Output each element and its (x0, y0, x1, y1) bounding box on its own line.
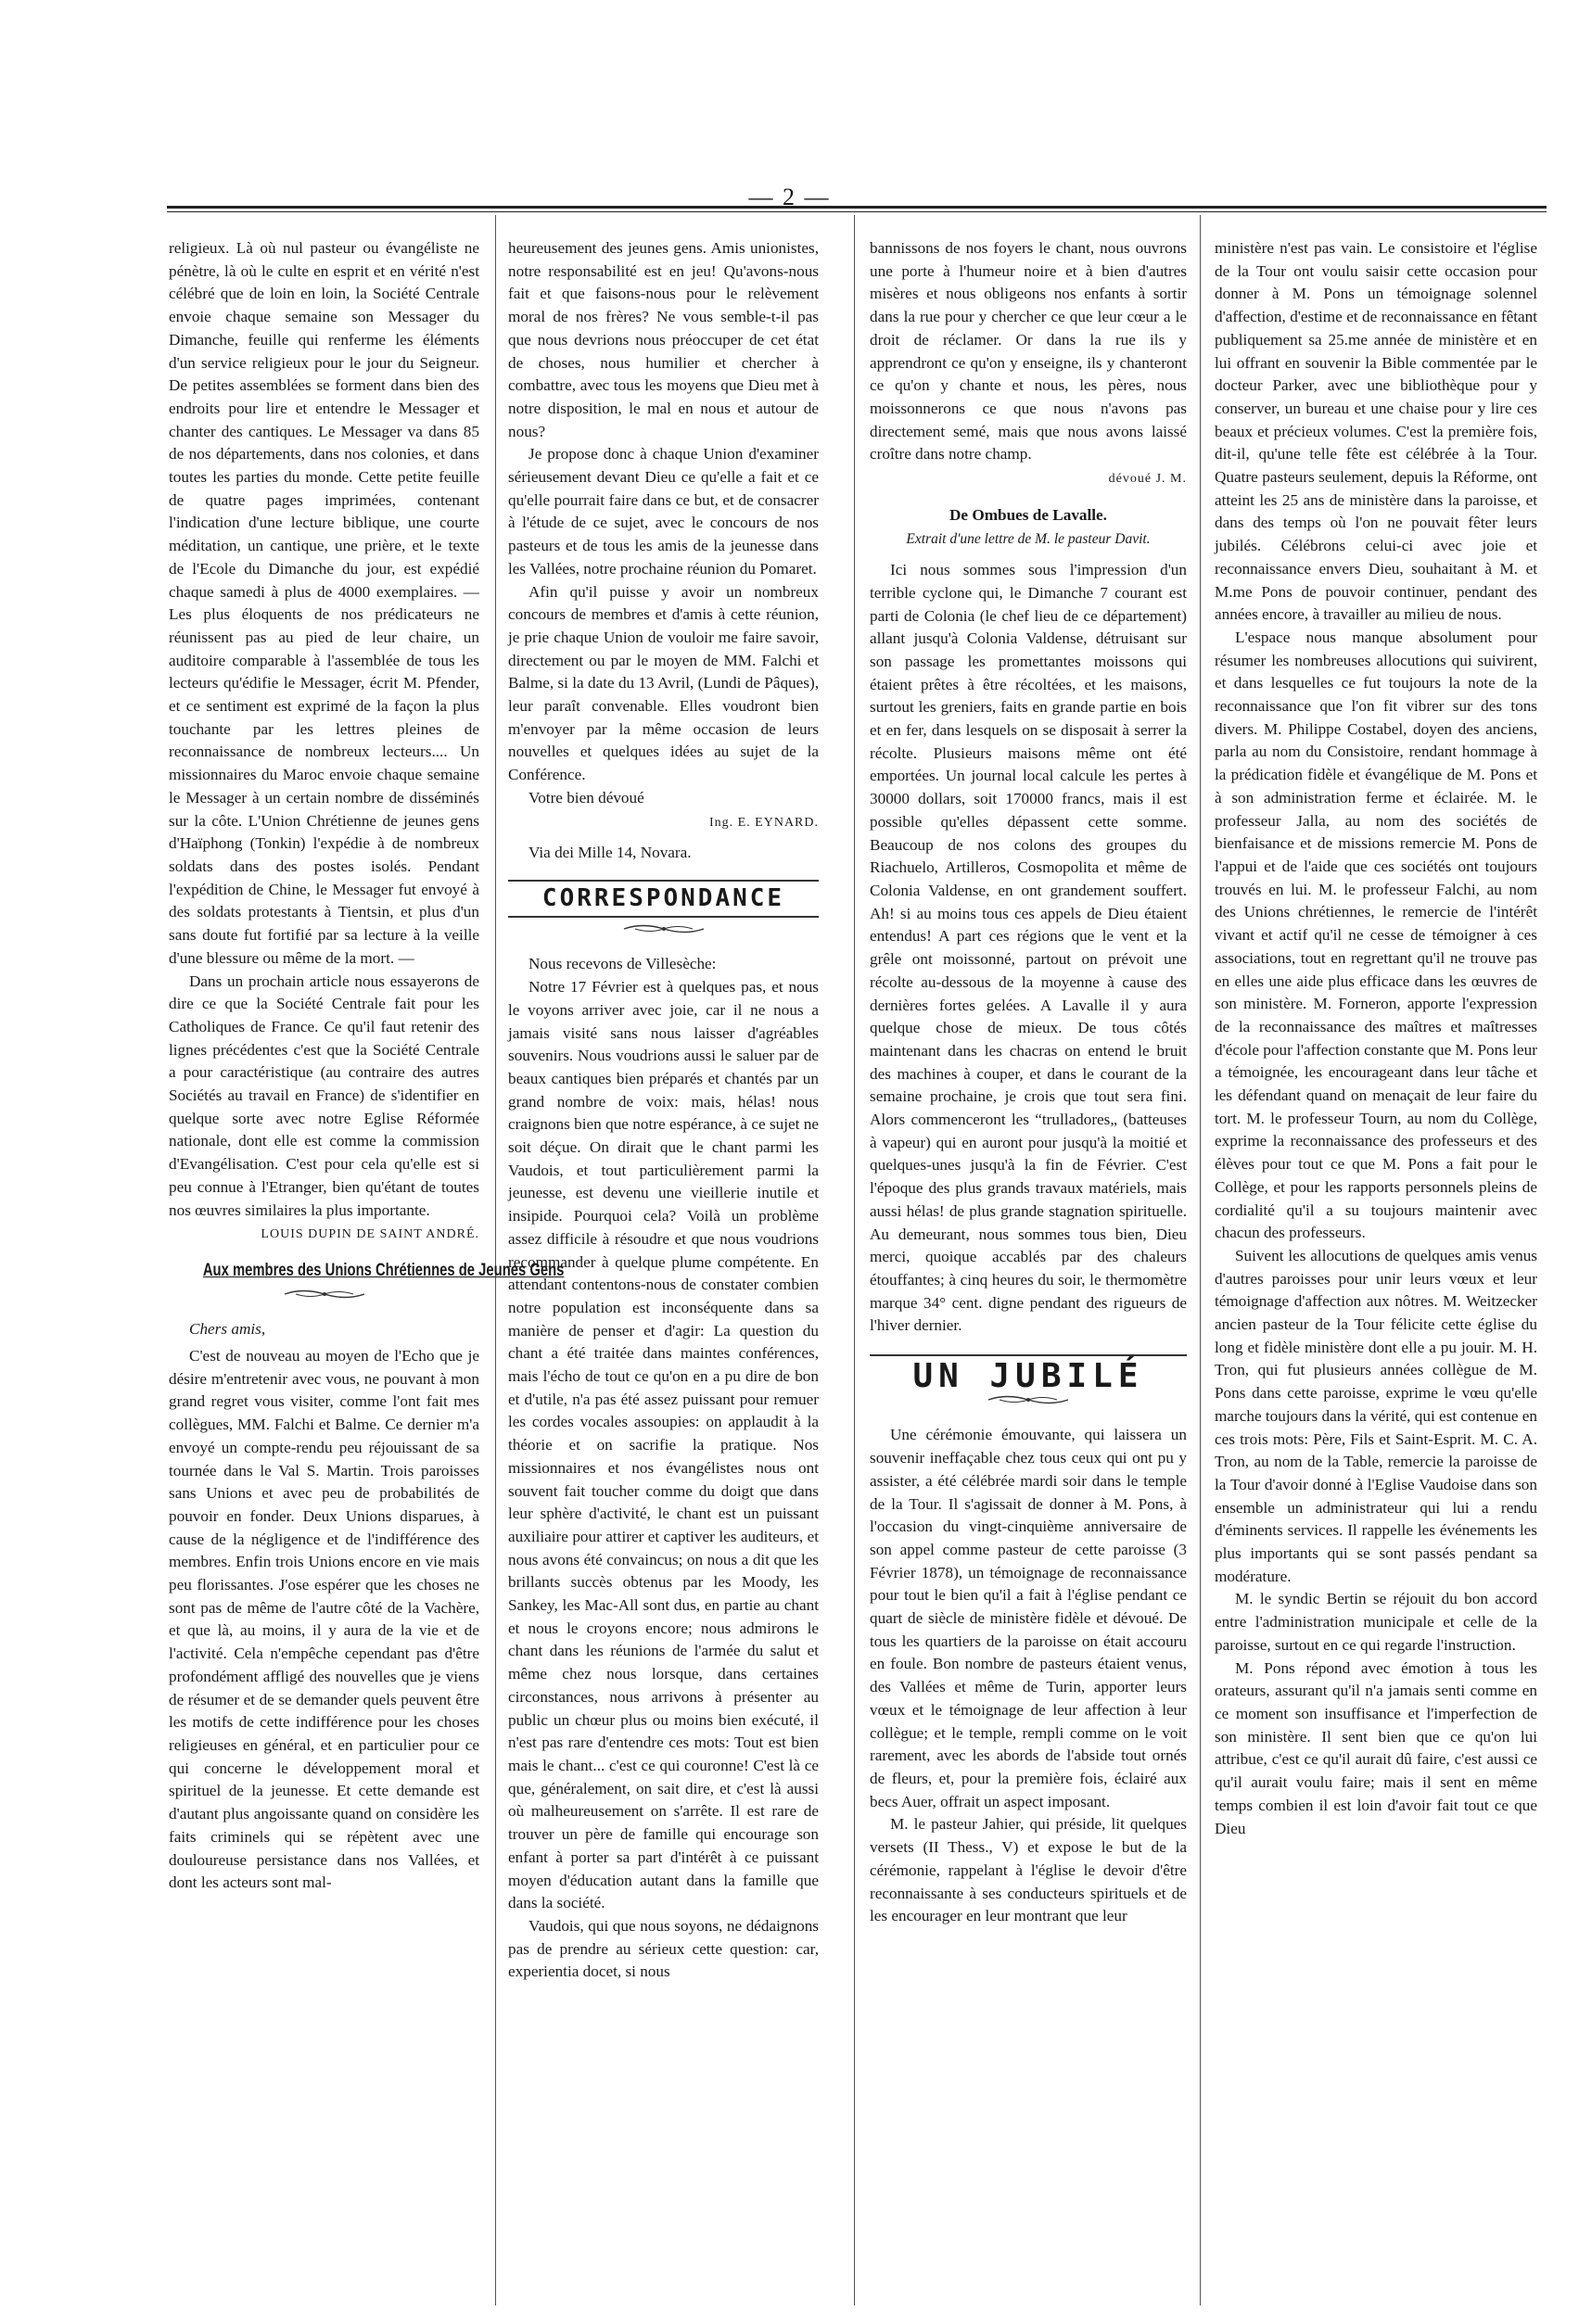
signature: LOUIS DUPIN DE SAINT ANDRÉ. (261, 1227, 479, 1242)
header-rule-thin (167, 211, 1547, 212)
paragraph: Vaudois, qui que nous soyons, ne dédaignons pas de prendre au sérieux cette question: car, experientia docet, si nous (508, 1916, 819, 1981)
ornament-flourish (169, 1285, 479, 1308)
header-rule (167, 206, 1547, 209)
paragraph: religieux. Là où nul pasteur ou évangéliste ne pénètre, là où le culte en esprit et en vérité n'est célébré que de loin en loin, la Société Centrale envoie chaque semaine son Messager du Dimanche, feuille qui renferme les éléments d'un service religieux pour le jour du Seigneur. De petites assemblées se forment dans bien des endroits pour lire et entendre le Messager et chanter des cantiques. Le Messager va dans 85 de nos départements, dans nos colonies, et dans toutes les parties du monde. Cette petite feuille de quatre pages imprimées, contenant l'indication d'une lecture biblique, une courte méditation, un cantique, une prière, et le texte de l'Ecole du Dimanche du jour, est expédié chaque samedi à plus de 4000 exemplaires. — Les plus éloquents de nos prédicateurs ne réunissent pas au pied de leur chaire, un auditoire comparable à l'assemblée de tous les lecteurs qu'édifie le Messager, écrit M. Pfender, et ce sentiment est exprimé de la façon la plus touchante par les lettres pleines de reconnaissance de nombreux lecteurs.... Un missionnaires du Maroc envoie chaque semaine le Messager à un certain nombre de disséminés sur la côte. L'Union Chrétienne de jeunes gens d'Haïphong (Tonkin) l'expédie à de nombreux soldats dans des postes isolés. Pendant l'expédition de Chine, le Messager fut envoyé à des soldats protestants à Tientsin, et plus d'un sans doute fut fortifié par sa lecture à la veille d'une blessure ou même de la mort. — (169, 239, 479, 967)
paragraph: Je propose donc à chaque Union d'examiner sérieusement devant Dieu ce qu'elle a fait et ce qu'elle pourrait faire dans ce but, et de consacrer à l'étude de ce sujet, avec le concours de nos pasteurs et de tous les amis de la jeunesse dans les Vallées, notre prochaine réunion du Pomaret. (508, 445, 819, 578)
salutation: Chers amis, (189, 1320, 266, 1339)
paragraph: Notre 17 Février est à quelques pas, et nous le voyons arriver avec joie, car il ne nous a jamais visité sans nous laisser d'agréables souvenirs. Nous voudrions aussi le saluer par de beaux cantiques bien préparés et chantés par un grand nombre de voix: mais, hélas! nous craignons bien que notre espérance, à ce sujet ne soit déçue. On dirait que le chant parmi les Vaudois, et tout particulièrement parmi la jeunesse, est devenu une vieillerie inutile et insipide. Pourquoi cela? Voilà un problème assez difficile à résoudre et que nous voudrions recommander à quelque plume compétente. En attendant contentons-nous de constater combien notre population est inconséquente dans sa manière de penser et d'agir: La question du chant a été traitée dans maintes conférences, mais l'écho de tout ce qu'on en a pu dire de bon et d'utile, n'a pas été assez puissant pour remuer les cordes vocales assoupies: on applaudit à la théorie et on sacrifie la pratique. Nos missionnaires et nos évangélistes nous ont souvent fait toucher comme du doigt que dans leur sphère d'activité, le chant est un puissant auxiliaire pour attirer et captiver les auditeurs, et nous avons été convaincus; on nous a dit que les brillants succès obtenus par les Moody, les Sankey, les Mac-All sont dus, en partie au chant et nous le croyons encore; nous admirons le chant dans les réunions de l'armée du salut et même chez nous lorsque, dans certaines circonstances, nous arrivons à présenter au public un chœur plus ou moins bien exécuté, il n'est pas rare d'entendre ces mots: Tout est bien mais le chant... c'est ce qui couronne! C'est là ce que, généralement, on sait dire, et c'est là aussi où malheureusement on s'arrête. Il est rare de trouver un père de famille qui encourage son enfant à porter sa part d'intérêt à ce puissant moyen d'éducation autant dans la famille que dans la société. (508, 978, 819, 1912)
ornament-flourish (508, 920, 819, 943)
column-divider (1200, 215, 1201, 2305)
column-1 (169, 237, 565, 2314)
paragraph: C'est de nouveau au moyen de l'Echo que je désire m'entretenir avec vous, ne pouvant à mon grand regret vous visiter, comme l'ont fait mes collègues, MM. Falchi et Balme. Ce dernier m'a envoyé un compte-rendu peu réjouissant de sa tournée dans le Val S. Martin. Trois paroisses sans Unions et avec peu de probabilités de pouvoir en fonder. Deux Unions disparues, à cause de la négligence et de l'indifférence des membres. Enfin trois Unions encore en vie mais peu florissantes. J'ose espérer que les choses ne sont pas de même de l'autre côté de la Vachère, et que là, au moins, il y aura de la vie et de l'activité. Cela n'empêche cependant pas d'être profondément affligé des nouvelles que je viens de résumer et de se demander quels peuvent être les motifs de cette indifférence pour les choses religieuses en général, et en particulier pour ce qui concerne le développement moral et spirituel de la jeunesse. Et cette demande est d'autant plus angoissante quand on considère les faits criminels qui se répètent avec une douloureuse persistance dans nos Vallées, et dont les acteurs sont mal- (169, 1347, 479, 1892)
paragraph: Ici nous sommes sous l'impression d'un terrible cyclone qui, le Dimanche 7 courant est parti de Colonia (le chef lieu de ce département) allant jusqu'à Colonia Valdense, détruisant sur son passage les promettantes moissons qui étaient prêtes à être récoltées, et les maisons, surtout les greniers, faits en grande partie en bois et en fer, dans lesquels on se disposait à serrer la récolte. Plusieurs maisons même ont été emportées. Un journal local calcule les pertes à 30000 dollars, soit 170000 francs, mais il est possible qu'elles dépassent cette somme. Beaucoup de nos colons des groupes du Riachuelo, Artilleros, Cosmopolita et même de Colonia Valdense, en ont grandement souffert. Ah! si au moins tous ces appels de Dieu étaient entendus! A part ces régions que le vent et la grêle ont moissonné, partout on prévoit une récolte au-dessous de la moyenne à cause des dernières fortes gelées. A Lavalle il y aura quelque chose de mieux. De tous côtés maintenant dans les chacras on entend le bruit des machines à couper, et dans le courant de la semaine prochaine, je crois que tout sera fini. Alors commenceront les “trulladores„ (batteuses à vapeur) qui en auront pour jusqu'à la moitié et quelques-unes jusqu'à la fin de Février. C'est l'époque des plus grands travaux matériels, mais aussi hélas! de plus grande stagnation spirituelle. Au demeurant, nous sommes tous bien, Dieu merci, quoique accablés par des chaleurs étouffantes; à cinq heures du soir, le thermomètre marque 34° cent. digne pendant des rigueurs de l'hiver dernier. (870, 561, 1187, 1335)
section-subheading: Extrait d'une lettre de M. le pasteur Davit. (906, 531, 1151, 548)
section-heading: UN JUBILÉ (870, 1354, 1187, 1389)
paragraph: Afin qu'il puisse y avoir un nombreux concours de membres et d'amis à cette réunion, je prie chaque Union de vouloir me faire savoir, directement ou par le moyen de MM. Falchi et Balme, si la date du 13 Avril, (Lundi de Pâques), leur paraît convenable. Elles voudront bien m'envoyer par la même occasion de leurs nouvelles et quelques idées au sujet de la Conférence. (508, 582, 819, 784)
page-number: — 2 — (748, 184, 831, 210)
column-divider (854, 215, 855, 2305)
text-line: Nous recevons de Villesèche: (528, 955, 717, 973)
section-heading: CORRESPONDANCE (508, 880, 819, 918)
paragraph: M. le syndic Bertin se réjouit du bon accord entre l'administration municipale et celle de la paroisse, surtout en ce qui regarde l'instruction. (1215, 1590, 1537, 1654)
paragraph: Suivent les allocutions de quelques amis venus d'autres paroisses pour unir leurs vœux et leur témoignage d'affection aux nôtres. M. Weitzecker ancien pasteur de la Tour félicite cette église du long et fidèle ministère dont elle a pu jouir. M. H. Tron, qui fut plusieurs années collègue de M. Pons dans cette paroisse, exprime le vœu qu'elle marche toujours dans la vérité, qui est contenue en ces trois mots: Père, Fils et Saint-Esprit. M. C. A. Tron, au nom de la Table, remercie la paroisse de la Tour d'avoir donné à l'Eglise Vaudoise dans son ensemble un administrateur qui lui a rendu d'éminents services. Il rappelle les événements les plus importants qui se sont passés pendant sa modérature. (1215, 1246, 1537, 1585)
column-2 (508, 237, 819, 2314)
paragraph: ministère n'est pas vain. Le consistoire et l'église de la Tour ont voulu saisir cette occasion pour donner à M. Pons un témoignage solennel d'affection, d'estime et de reconnaissance en fêtant publiquement sa 25.me année de ministère et en lui offrant en souvenir la Bible commentée par le docteur Parker, avec une bibliothèque pour y conserver, un bureau et une chaise pour y lire ces beaux et précieux volumes. C'est la première fois, dit-il, qu'une telle fête est célébrée à la Tour. Quatre pasteurs seulement, depuis la Réforme, ont atteint les 25 ans de ministère dans la paroisse, et dans des temps où l'on ne pouvait fêter leurs jubilés. Célébrons celui-ci avec joie et reconnaissance envers Dieu, souhaitant à M. et M.me Pons de pouvoir continuer, pendant des années encore, à travailler au milieu de nous. (1215, 239, 1537, 624)
paragraph: heureusement des jeunes gens. Amis unionistes, notre responsabilité est en jeu! Qu'avons-nous fait et que faisons-nous pour le relèvement moral de nos frères? Ne vous semble-t-il pas que nous devrions nous préoccuper de cet état de choses, nous humilier et chercher à combattre, avec tous les moyens que Dieu met à notre disposition, le mal en nous et autour de nous? (508, 239, 819, 440)
column-3 (870, 237, 1187, 2314)
signature: dévoué J. M. (1108, 472, 1187, 487)
signature: Ing. E. EYNARD. (708, 815, 819, 830)
paragraph: L'espace nous manque absolument pour résumer les nombreuses allocutions qui suivirent, et dans lesquelles ce fut toujours la note de la reconnaissance que l'on fit vibrer sur des tons divers. M. Philippe Costabel, doyen des anciens, parla au nom du Consistoire, rendant hommage à la prédication fidèle et évangélique de M. Pons et à son administration ferme et éclairée. M. le professeur Jalla, au nom des sociétés de bienfaisance et de missions remercie M. Pons de l'appui et de l'aide que ces sociétés ont toujours trouvés en lui. M. le professeur Falchi, au nom des Unions chrétiennes, le remercie de l'intérêt vivant et actif qu'il ne cesse de témoigner à ces associations, tout en regrettant qu'il ne trouve pas en elles une aide plus efficace dans les œuvres de son ministère. M. Forneron, apporte l'expression de la reconnaissance des maîtres et maîtresses d'école pour l'affection constante que M. Pons leur a témoignée, les encourageant dans leur tâche et les défendant quand on menaçait de leur faire du tort. M. le professeur Tourn, au nom du Collège, exprime la reconnaissance des professeurs et des élèves pour tout ce que M. Pons a fait pour le Collège, et pour les rapports personnels pleins de cordialité qu'il a su toujours maintenir avec chacun des professeurs. (1215, 628, 1537, 1242)
section-heading: Aux membres des Unions Chrétiennes de Jeunes Gens (202, 1260, 565, 1280)
paragraph: Une cérémonie émouvante, qui laissera un souvenir ineffaçable chez tous ceux qui ont pu y assister, a été célébrée mardi soir dans le temple de la Tour. Il s'agissait de donner à M. Pons, à l'occasion du vingt-cinquième anniversaire de son appel comme pasteur de cette paroisse (3 Février 1878), un témoignage de reconnaissance pour tout le bien qu'il a fait à l'église pendant ce quart de siècle de ministère fidèle et dévoué. De tous les quartiers de la paroisse on était accouru en foule. Bon nombre de pasteurs étaient venus, des Vallées et même de Turin, apporter leurs vœux et le témoignage de leur affection à leur collègue; et le temple, rempli comme on le voit rarement, avec les abords de l'abside tout ornés de fleurs, et, pour la première fois, éclairé aux becs Auer, offrait un aspect imposant. (870, 1426, 1187, 1810)
text-line: Via dei Mille 14, Novara. (528, 844, 692, 862)
text-line: Votre bien dévoué (528, 788, 644, 806)
paragraph: bannissons de nos foyers le chant, nous ouvrons une porte à l'humeur noire et à bien d'autres misères et nous obligeons nos enfants à sortir dans la rue pour y chercher ce que leur cœur a le droit de réclamer. Or dans la rue ils y apprendront ce qu'on y enseigne, ils y chanteront ce qu'on y chante et nous, les pères, nous moissonnerons ce que nous n'avons pas directement semé, mais que nous avons laissé croître dans notre champ. (870, 239, 1187, 464)
paragraph: Dans un prochain article nous essayerons de dire ce que la Société Centrale fait pour les Catholiques de France. Ce qu'il faut retenir des lignes précédentes c'est que la Société Centrale a pour caractéristique (au contraire des autres Sociétés au travail en France) de s'identifier en quelque sorte avec notre Eglise Réformée nationale, dont elle est comme la commission d'Evangélisation. C'est pour cela qu'elle est si peu connue à l'Etranger, bien qu'étant de toutes nos œuvres similaires la plus importante. (169, 972, 479, 1219)
section-heading: De Ombues de Lavalle. (949, 505, 1107, 524)
paragraph: M. Pons répond avec émotion à tous les orateurs, assurant qu'il n'a jamais senti comme en ce moment son insuffisance et l'imperfection de son ministère. Il sent bien que ce qu'on lui attribue, c'est ce qu'il aurait dû faire, c'est aussi ce qu'il aurait voulu faire; mais il sent en même temps combien il est loin d'avoir fait tout ce que Dieu (1215, 1658, 1537, 1837)
paragraph: M. le pasteur Jahier, qui préside, lit quelques versets (II Thess., V) et expose le but de la cérémonie, rappelant à l'église le devoir d'être reconnaissante à ses conducteurs spirituels et de les encourager en leur montrant que leur (870, 1815, 1187, 1925)
column-4 (1215, 237, 1537, 2314)
